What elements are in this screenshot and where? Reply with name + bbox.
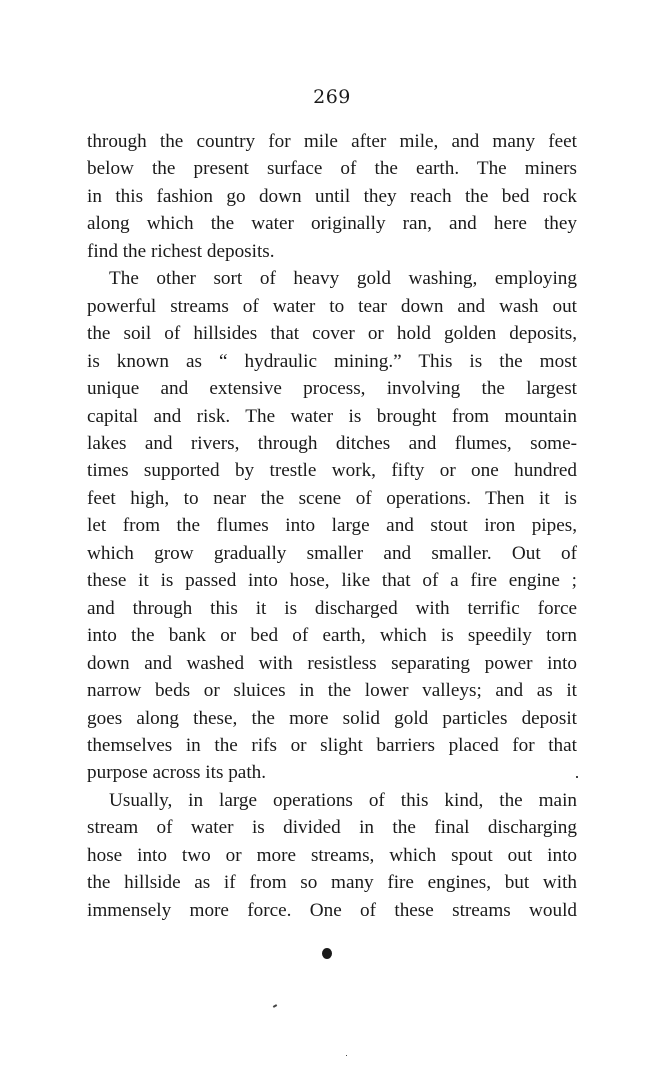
body-text xyxy=(87,128,577,924)
text-line: along which the water originally ran, and here they xyxy=(87,213,577,235)
paragraph-3 xyxy=(87,787,577,924)
text-line: The other sort of heavy gold washing, employing xyxy=(109,268,577,290)
text-line: these it is passed into hose, like that of a fire engine ; xyxy=(87,570,577,592)
text-line: feet high, to near the scene of operations. Then it is xyxy=(87,487,577,509)
text-line: stream of water is divided in the final discharging xyxy=(87,817,577,839)
print-speck xyxy=(346,1055,347,1056)
text-line: is known as “ hydraulic mining.” This is the most xyxy=(87,350,577,372)
text-line: in this fashion go down until they reach the bed rock xyxy=(87,185,577,207)
text-line: themselves in the rifs or slight barriers placed for that xyxy=(87,734,577,756)
text-line: find the richest deposits. xyxy=(87,240,275,262)
text-line: and through this it is discharged with terrific force xyxy=(87,597,577,619)
text-line: let from the flumes into large and stout iron pipes, xyxy=(87,515,577,537)
print-speck xyxy=(576,776,578,778)
text-line: purpose across its path. xyxy=(87,762,267,784)
text-line: Usually, in large operations of this kind, the main xyxy=(109,789,577,811)
text-line: the hillside as if from so many fire engines, but with xyxy=(87,872,577,894)
text-line: below the present surface of the earth. The miners xyxy=(87,158,577,180)
paragraph-1 xyxy=(87,128,577,265)
text-line: which grow gradually smaller and smaller. Out of xyxy=(87,542,577,564)
printer-ornament xyxy=(322,948,332,959)
print-speck xyxy=(273,1004,277,1008)
text-line: goes along these, the more solid gold particles deposit xyxy=(87,707,577,729)
text-line: hose into two or more streams, which spout out into xyxy=(87,844,577,866)
text-line: narrow beds or sluices in the lower valleys; and as it xyxy=(87,680,577,702)
text-line: through the country for mile after mile, and many feet xyxy=(87,131,577,152)
text-line: the soil of hillsides that cover or hold golden deposits, xyxy=(87,323,577,345)
text-line: powerful streams of water to tear down and wash out xyxy=(87,295,577,317)
paragraph-2 xyxy=(87,265,577,787)
text-line: immensely more force. One of these streams would xyxy=(87,899,577,921)
text-line: into the bank or bed of earth, which is speedily torn xyxy=(87,625,577,647)
text-line: lakes and rivers, through ditches and flumes, some- xyxy=(87,432,577,454)
text-line: down and washed with resistless separating power into xyxy=(87,652,577,674)
text-line: capital and risk. The water is brought from mountain xyxy=(87,405,577,427)
text-line: times supported by trestle work, fifty or one hundred xyxy=(87,460,577,482)
page-number: 269 xyxy=(313,86,351,108)
text-line: unique and extensive process, involving the largest xyxy=(87,378,577,400)
